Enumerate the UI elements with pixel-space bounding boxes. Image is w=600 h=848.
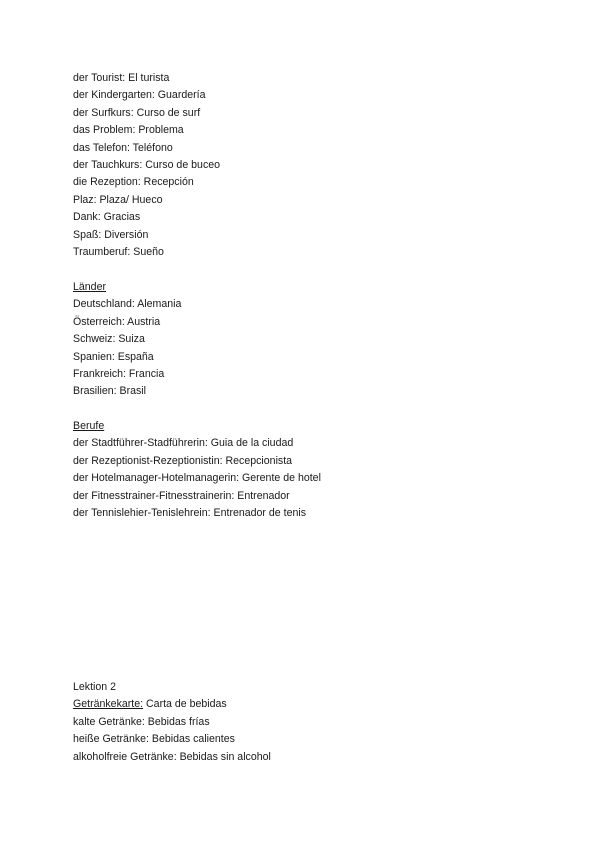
vocab-item: der Tourist: El turista <box>73 72 170 84</box>
getraenkekarte-translation: Carta de bebidas <box>143 698 227 711</box>
vocab-item: das Problem: Problema <box>73 124 184 137</box>
berufe-heading: Berufe <box>73 420 105 432</box>
lektion2-item: heiße Getränke: Bebidas calientes <box>73 733 235 746</box>
laender-section <box>73 279 181 401</box>
berufe-item: der Stadtführer-Stadführerin: Guia de la ciudad <box>73 437 294 450</box>
vocab-item: die Rezeption: Recepción <box>73 176 194 189</box>
laender-item: Brasilien: Brasil <box>73 385 147 398</box>
laender-item: Deutschland: Alemania <box>73 298 182 311</box>
vocab-item: der Kindergarten: Guardería <box>73 89 206 102</box>
lektion2-section <box>73 679 271 766</box>
berufe-section <box>73 418 321 522</box>
laender-item: Frankreich: Francia <box>73 367 165 380</box>
vocab-item: Spaß: Diversión <box>73 228 149 241</box>
berufe-item: der Rezeptionist-Rezeptionistin: Recepcionista <box>73 454 293 467</box>
getraenkekarte-term: Getränkekarte: <box>73 698 144 711</box>
vocab-item: Traumberuf: Sueño <box>73 245 164 258</box>
vocab-item: das Telefon: Teléfono <box>73 141 173 154</box>
berufe-item: der Tennislehier-Tenislehrein: Entrenador de tenis <box>73 506 307 519</box>
lektion2-item: kalte Getränke: Bebidas frías <box>73 715 210 728</box>
vocab-item: der Tauchkurs: Curso de buceo <box>73 158 221 171</box>
berufe-item: der Hotelmanager-Hotelmanagerin: Gerente de hotel <box>73 472 321 485</box>
vocab-item: der Surfkurs: Curso de surf <box>73 106 201 119</box>
laender-heading: Länder <box>73 281 106 293</box>
getraenkekarte-line <box>73 696 271 713</box>
vocab-list <box>73 70 220 261</box>
vocab-item: Dank: Gracias <box>73 211 141 224</box>
laender-item: Schweiz: Suiza <box>73 333 145 346</box>
laender-item: Spanien: España <box>73 350 154 363</box>
lektion2-item: alkoholfreie Getränke: Bebidas sin alcohol <box>73 750 271 763</box>
laender-item: Österreich: Austria <box>73 315 161 328</box>
berufe-item: der Fitnesstrainer-Fitnesstrainerin: Entrenador <box>73 489 290 502</box>
vocab-item: Plaz: Plaza/ Hueco <box>73 193 163 206</box>
lektion2-title: Lektion 2 <box>73 681 116 693</box>
